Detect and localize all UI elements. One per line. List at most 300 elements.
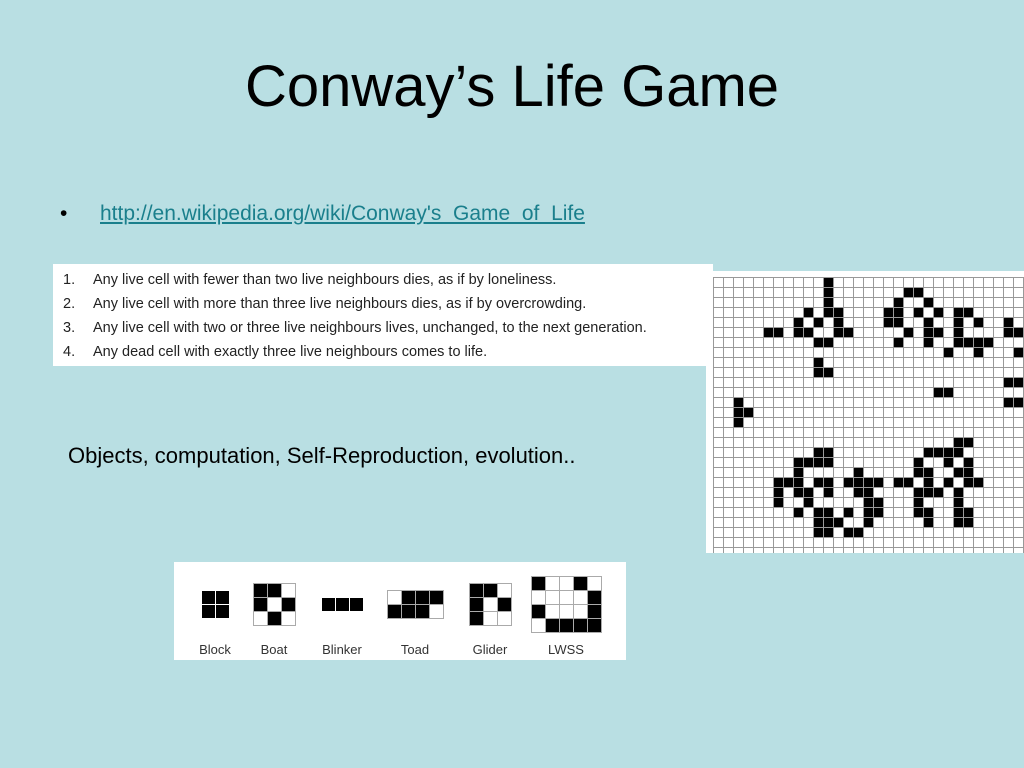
dead-cell [984,528,994,538]
dead-cell [924,438,934,448]
dead-cell [774,368,784,378]
pattern-cell-lwss [532,619,546,633]
dead-cell [864,528,874,538]
wikipedia-link[interactable]: http://en.wikipedia.org/wiki/Conway's_Game_of_Life [100,202,585,225]
dead-cell [804,538,814,548]
dead-cell [1014,488,1024,498]
dead-cell [774,518,784,528]
dead-cell [994,468,1004,478]
pattern-cell-toad [416,605,430,619]
dead-cell [914,518,924,528]
dead-cell [914,358,924,368]
dead-cell [744,288,754,298]
dead-cell [804,318,814,328]
pattern-cell-blinker [350,598,364,612]
live-cell [814,358,824,368]
dead-cell [1004,458,1014,468]
live-cell [954,318,964,328]
dead-cell [854,438,864,448]
dead-cell [884,418,894,428]
live-cell [1014,398,1024,408]
dead-cell [874,358,884,368]
dead-cell [734,378,744,388]
dead-cell [914,348,924,358]
dead-cell [764,388,774,398]
dead-cell [934,408,944,418]
dead-cell [774,378,784,388]
dead-cell [864,378,874,388]
live-cell [814,518,824,528]
dead-cell [884,328,894,338]
dead-cell [894,448,904,458]
dead-cell [974,468,984,478]
dead-cell [864,468,874,478]
dead-cell [744,448,754,458]
dead-cell [744,388,754,398]
dead-cell [724,408,734,418]
dead-cell [984,538,994,548]
dead-cell [924,458,934,468]
dead-cell [954,378,964,388]
dead-cell [834,468,844,478]
dead-cell [1014,468,1024,478]
live-cell [804,328,814,338]
live-cell [844,478,854,488]
live-cell [734,408,744,418]
dead-cell [854,538,864,548]
rule-item [63,292,713,316]
dead-cell [944,538,954,548]
dead-cell [924,498,934,508]
dead-cell [934,358,944,368]
dead-cell [884,358,894,368]
dead-cell [824,378,834,388]
dead-cell [784,358,794,368]
dead-cell [774,538,784,548]
dead-cell [914,478,924,488]
dead-cell [1014,308,1024,318]
dead-cell [764,348,774,358]
dead-cell [744,548,754,554]
dead-cell [904,418,914,428]
live-cell [824,448,834,458]
dead-cell [884,498,894,508]
dead-cell [884,338,894,348]
live-cell [954,338,964,348]
live-cell [824,458,834,468]
dead-cell [874,308,884,318]
dead-cell [924,408,934,418]
dead-cell [1004,538,1014,548]
dead-cell [814,278,824,288]
dead-cell [954,358,964,368]
dead-cell [974,448,984,458]
live-cell [804,488,814,498]
dead-cell [944,328,954,338]
dead-cell [994,338,1004,348]
dead-cell [874,278,884,288]
dead-cell [924,528,934,538]
dead-cell [864,458,874,468]
dead-cell [824,538,834,548]
dead-cell [734,498,744,508]
live-cell [964,478,974,488]
live-cell [954,498,964,508]
dead-cell [984,468,994,478]
pattern-cell-glider [498,598,512,612]
live-cell [774,488,784,498]
dead-cell [1004,408,1014,418]
dead-cell [874,458,884,468]
dead-cell [914,328,924,338]
dead-cell [984,348,994,358]
dead-cell [754,358,764,368]
dead-cell [944,438,954,448]
dead-cell [874,348,884,358]
dead-cell [774,278,784,288]
dead-cell [844,488,854,498]
live-cell [794,328,804,338]
dead-cell [734,348,744,358]
live-cell [1004,318,1014,328]
dead-cell [904,318,914,328]
dead-cell [894,288,904,298]
dead-cell [934,278,944,288]
pattern-cell-lwss [532,605,546,619]
dead-cell [954,428,964,438]
dead-cell [804,298,814,308]
live-cell [1004,328,1014,338]
dead-cell [804,448,814,458]
dead-cell [774,318,784,328]
dead-cell [714,278,724,288]
live-cell [814,508,824,518]
dead-cell [884,408,894,418]
dead-cell [984,428,994,438]
dead-cell [984,298,994,308]
dead-cell [894,378,904,388]
dead-cell [1014,498,1024,508]
dead-cell [814,428,824,438]
dead-cell [714,338,724,348]
live-cell [844,508,854,518]
pattern-cell-boat [282,612,296,626]
dead-cell [724,318,734,328]
live-cell [944,448,954,458]
dead-cell [834,298,844,308]
dead-cell [774,458,784,468]
dead-cell [764,528,774,538]
dead-cell [874,418,884,428]
dead-cell [844,538,854,548]
dead-cell [724,448,734,458]
dead-cell [994,518,1004,528]
dead-cell [994,368,1004,378]
dead-cell [734,328,744,338]
dead-cell [954,418,964,428]
dead-cell [724,528,734,538]
dead-cell [864,428,874,438]
live-cell [894,318,904,328]
dead-cell [1014,478,1024,488]
dead-cell [804,408,814,418]
dead-cell [974,498,984,508]
live-cell [944,388,954,398]
dead-cell [764,318,774,328]
pattern-cell-lwss [574,605,588,619]
rule-item [63,316,713,340]
dead-cell [754,318,764,328]
dead-cell [714,388,724,398]
dead-cell [914,538,924,548]
rule-number: 1. [63,272,76,288]
dead-cell [994,298,1004,308]
dead-cell [974,278,984,288]
dead-cell [864,348,874,358]
dead-cell [1014,368,1024,378]
live-cell [834,328,844,338]
live-cell [864,488,874,498]
dead-cell [804,338,814,348]
dead-cell [894,488,904,498]
dead-cell [984,368,994,378]
dead-cell [814,548,824,554]
dead-cell [714,288,724,298]
dead-cell [934,428,944,438]
dead-cell [974,308,984,318]
pattern-cell-lwss [546,591,560,605]
dead-cell [854,548,864,554]
dead-cell [814,298,824,308]
live-cell [954,488,964,498]
dead-cell [964,298,974,308]
dead-cell [904,348,914,358]
dead-cell [714,518,724,528]
dead-cell [724,538,734,548]
dead-cell [814,488,824,498]
dead-cell [894,508,904,518]
dead-cell [1004,288,1014,298]
dead-cell [814,388,824,398]
dead-cell [764,378,774,388]
dead-cell [934,538,944,548]
live-cell [974,318,984,328]
dead-cell [744,378,754,388]
live-cell [864,508,874,518]
dead-cell [924,278,934,288]
live-cell [794,488,804,498]
dead-cell [734,368,744,378]
dead-cell [714,428,724,438]
dead-cell [754,288,764,298]
dead-cell [954,408,964,418]
dead-cell [724,508,734,518]
dead-cell [744,538,754,548]
dead-cell [944,308,954,318]
rule-text: Any live cell with two or three live neighbours lives, unchanged, to the next generation. [93,320,647,336]
dead-cell [904,428,914,438]
dead-cell [894,518,904,528]
live-cell [924,298,934,308]
dead-cell [904,358,914,368]
dead-cell [954,298,964,308]
dead-cell [764,278,774,288]
live-cell [884,318,894,328]
live-cell [944,348,954,358]
dead-cell [1004,518,1014,528]
dead-cell [894,398,904,408]
dead-cell [714,498,724,508]
dead-cell [804,518,814,528]
pattern-cell-glider [470,584,484,598]
dead-cell [834,278,844,288]
dead-cell [754,508,764,518]
dead-cell [804,378,814,388]
dead-cell [844,428,854,438]
live-cell [804,308,814,318]
live-cell [934,328,944,338]
live-cell [824,298,834,308]
live-cell [964,518,974,528]
dead-cell [944,378,954,388]
dead-cell [864,398,874,408]
pattern-cell-lwss [588,591,602,605]
dead-cell [924,358,934,368]
pattern-cell-lwss [546,605,560,619]
dead-cell [944,358,954,368]
dead-cell [894,468,904,478]
dead-cell [864,538,874,548]
dead-cell [844,358,854,368]
dead-cell [874,538,884,548]
dead-cell [904,438,914,448]
dead-cell [774,468,784,478]
dead-cell [714,468,724,478]
dead-cell [814,408,824,418]
pattern-cell-boat [254,598,268,612]
dead-cell [934,338,944,348]
dead-cell [1004,358,1014,368]
dead-cell [784,438,794,448]
dead-cell [974,298,984,308]
dead-cell [764,518,774,528]
dead-cell [844,298,854,308]
dead-cell [774,308,784,318]
dead-cell [764,398,774,408]
dead-cell [844,418,854,428]
dead-cell [854,378,864,388]
dead-cell [764,428,774,438]
dead-cell [754,458,764,468]
dead-cell [734,278,744,288]
dead-cell [894,528,904,538]
dead-cell [804,288,814,298]
dead-cell [754,378,764,388]
dead-cell [834,508,844,518]
dead-cell [734,518,744,528]
dead-cell [764,468,774,478]
dead-cell [784,298,794,308]
live-cell [894,308,904,318]
dead-cell [1004,498,1014,508]
dead-cell [984,488,994,498]
pattern-cell-lwss [560,591,574,605]
dead-cell [754,278,764,288]
dead-cell [744,478,754,488]
dead-cell [854,298,864,308]
dead-cell [994,328,1004,338]
pattern-cell-toad [430,591,444,605]
dead-cell [914,408,924,418]
dead-cell [784,488,794,498]
dead-cell [714,398,724,408]
live-cell [954,438,964,448]
dead-cell [874,488,884,498]
dead-cell [804,438,814,448]
dead-cell [744,398,754,408]
dead-cell [764,508,774,518]
dead-cell [804,478,814,488]
dead-cell [904,368,914,378]
dead-cell [714,418,724,428]
dead-cell [824,398,834,408]
pattern-cell-glider [470,612,484,626]
dead-cell [994,288,1004,298]
dead-cell [994,528,1004,538]
patterns-panel [174,562,626,660]
rule-number: 2. [63,296,76,312]
live-cell [914,458,924,468]
dead-cell [714,298,724,308]
dead-cell [734,428,744,438]
dead-cell [974,358,984,368]
dead-cell [884,478,894,488]
dead-cell [854,508,864,518]
dead-cell [764,548,774,554]
dead-cell [964,428,974,438]
dead-cell [994,308,1004,318]
live-cell [904,288,914,298]
dead-cell [764,338,774,348]
dead-cell [794,348,804,358]
live-cell [804,498,814,508]
dead-cell [894,278,904,288]
dead-cell [964,278,974,288]
dead-cell [714,308,724,318]
dead-cell [744,468,754,478]
live-cell [964,308,974,318]
dead-cell [794,278,804,288]
dead-cell [834,548,844,554]
dead-cell [964,328,974,338]
pattern-cell-toad [388,591,402,605]
live-cell [834,318,844,328]
dead-cell [884,278,894,288]
dead-cell [944,288,954,298]
dead-cell [964,418,974,428]
dead-cell [884,438,894,448]
dead-cell [754,368,764,378]
dead-cell [834,428,844,438]
dead-cell [904,408,914,418]
dead-cell [994,398,1004,408]
live-cell [734,418,744,428]
dead-cell [764,438,774,448]
dead-cell [784,518,794,528]
dead-cell [854,358,864,368]
dead-cell [804,508,814,518]
dead-cell [904,518,914,528]
